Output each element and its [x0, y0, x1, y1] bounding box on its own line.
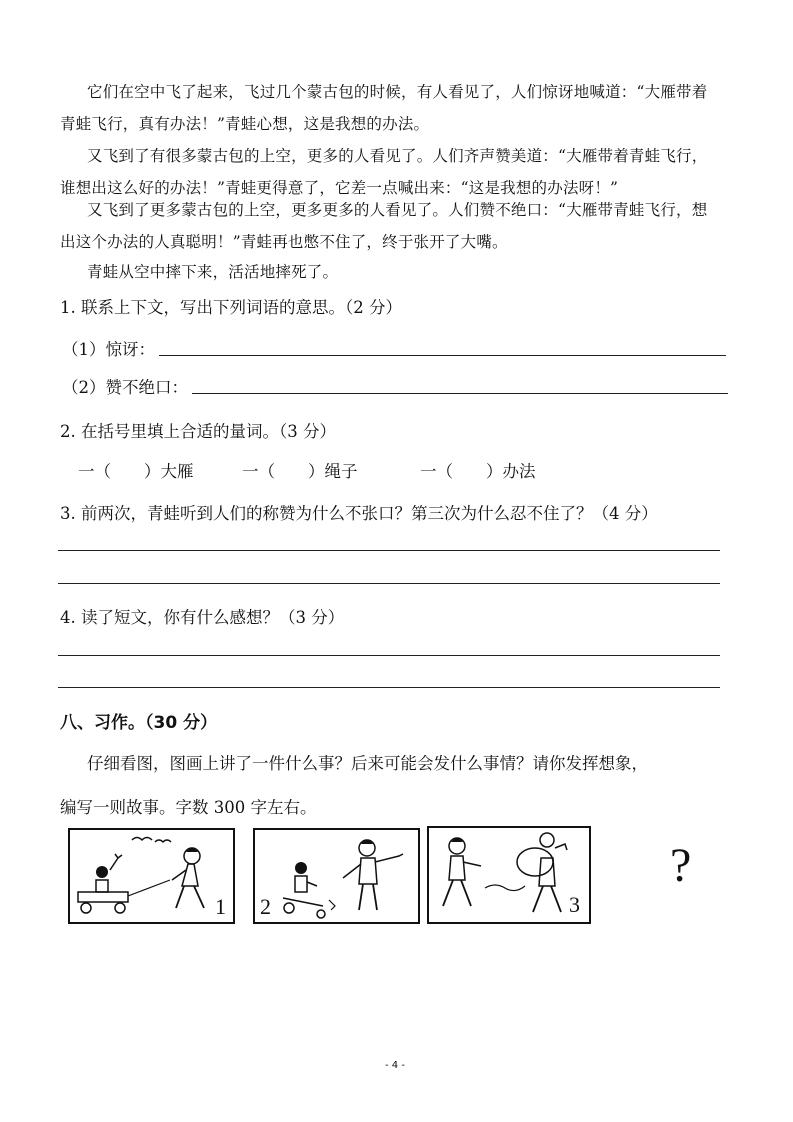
- q1-label-a: （1）惊讶：: [62, 340, 155, 359]
- q1-label-b: （2）赞不绝口：: [62, 378, 188, 397]
- story-p2-line1: 又飞到了有很多蒙古包的上空，更多的人看见了。人们齐声赞美道：“大雁带着青蛙飞行，: [87, 147, 708, 165]
- q2-item-2[interactable]: 一（ ）绳子: [242, 462, 358, 481]
- panel-2-drawing: [255, 830, 418, 922]
- panel-1-drawing: [70, 830, 233, 922]
- q1-answer-a-blank[interactable]: [159, 355, 726, 356]
- story-p3-line1: 又飞到了更多蒙古包的上空，更多更多的人看见了。人们赞不绝口：“大雁带青蛙飞行，想: [87, 201, 708, 219]
- section-8-line-2: 编写一则故事。字数 300 字左右。: [60, 798, 317, 817]
- story-p1-line1: 它们在空中飞了起来，飞过几个蒙古包的时候，有人看见了，人们惊讶地喊道：“大雁带着: [87, 83, 708, 101]
- page-number: - 4 -: [385, 1060, 405, 1071]
- panel-3-number: 3: [569, 892, 580, 917]
- panel-2-number: 2: [260, 894, 271, 919]
- q4-answer-line-2[interactable]: [58, 687, 720, 688]
- q2-item-1[interactable]: 一（ ）大雁: [78, 462, 194, 481]
- story-p4-line1: 青蛙从空中摔下来，活活地摔死了。: [87, 263, 339, 281]
- q1-answer-b-row: [62, 374, 728, 398]
- story-p1-line2: 青蛙飞行，真有办法！”青蛙心想，这是我想的办法。: [60, 115, 430, 133]
- q4-answer-line-1[interactable]: [58, 655, 720, 656]
- question-1: 1. 联系上下文，写出下列词语的意思。（2 分）: [60, 298, 402, 317]
- question-4: 4. 读了短文，你有什么感想？（3 分）: [60, 608, 345, 627]
- story-p2-line2: 谁想出这么好的办法！”青蛙更得意了，它差一点喊出来：“这是我想的办法呀！”: [60, 179, 619, 197]
- q3-answer-line-2[interactable]: [58, 583, 720, 584]
- section-8-line-1: 仔细看图，图画上讲了一件什么事？后来可能会发什么事情？请你发挥想象，: [87, 754, 648, 773]
- q2-item-3[interactable]: 一（ ）办法: [420, 462, 536, 481]
- picture-panel-1: [68, 828, 235, 924]
- q1-answer-b-blank[interactable]: [192, 393, 728, 394]
- panel-3-drawing: [429, 828, 589, 922]
- picture-panel-2: [253, 828, 420, 924]
- story-p3-line2: 出这个办法的人真聪明！”青蛙再也憋不住了，终于张开了大嘴。: [60, 233, 508, 251]
- section-8-heading: 八、习作。（30 分）: [60, 713, 218, 733]
- question-mark: ?: [670, 839, 692, 892]
- panel-1-number: 1: [215, 894, 226, 919]
- q1-answer-a-row: [62, 336, 726, 360]
- question-3: 3. 前两次，青蛙听到人们的称赞为什么不张口？第三次为什么忍不住了？（4 分）: [60, 504, 658, 523]
- question-2: 2. 在括号里填上合适的量词。（3 分）: [60, 422, 336, 441]
- picture-panel-3: [427, 826, 591, 924]
- q3-answer-line-1[interactable]: [58, 550, 720, 551]
